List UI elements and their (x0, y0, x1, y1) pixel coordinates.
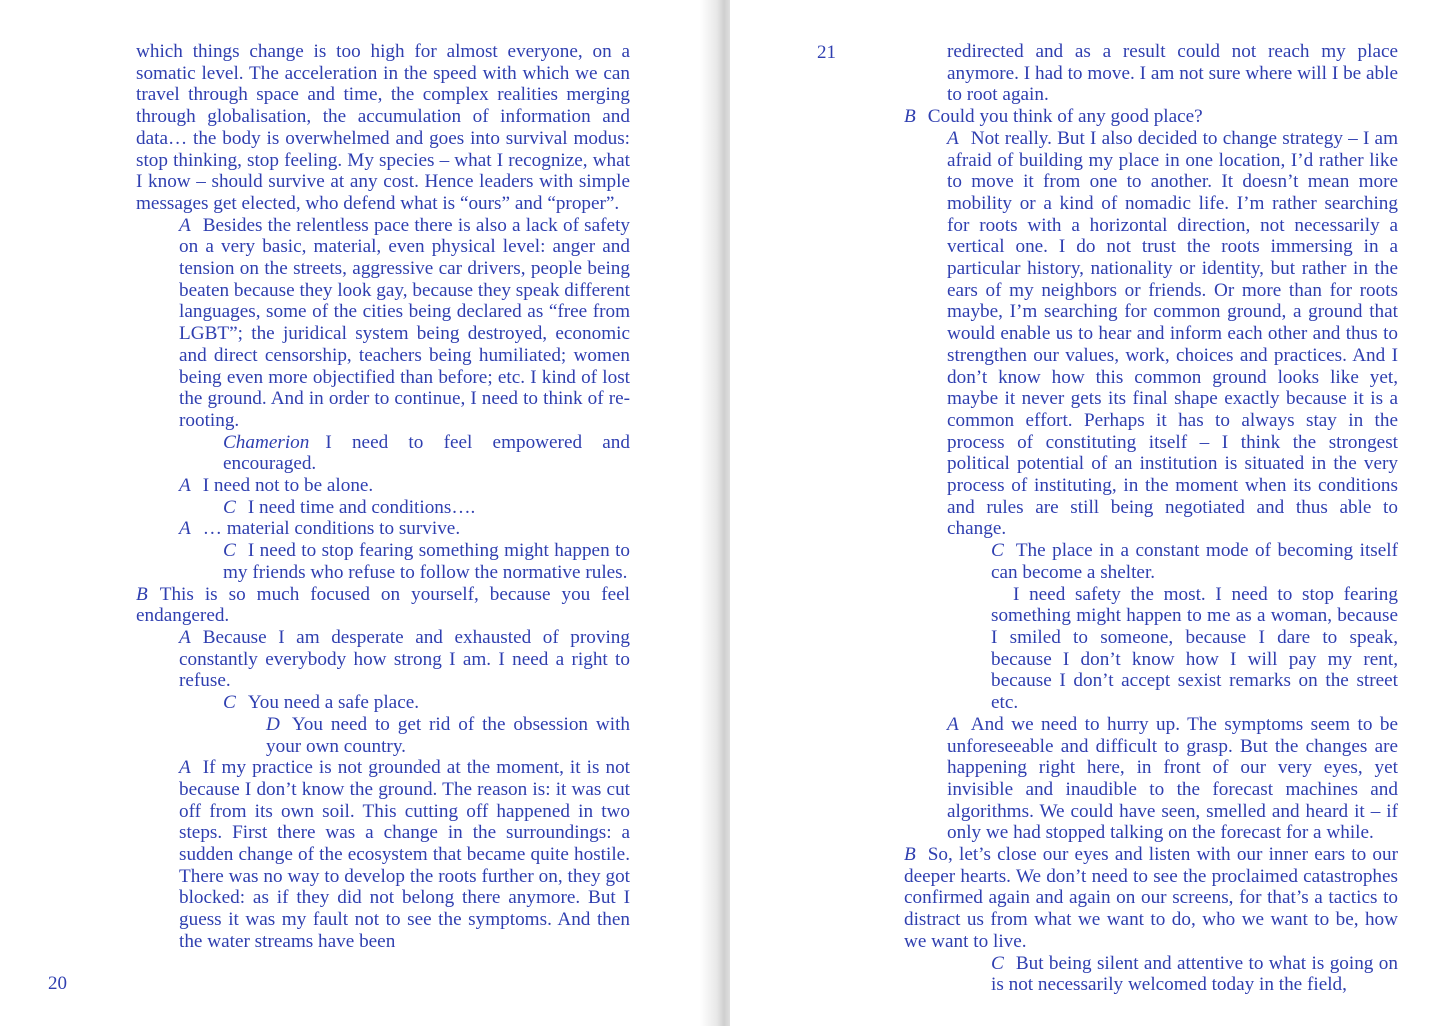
speaker-label: D (266, 713, 280, 735)
dialogue-line (179, 475, 630, 497)
dialogue-line (947, 128, 1398, 540)
speaker-label: Chamerion (223, 431, 310, 453)
speaker-label: A (179, 214, 191, 236)
left-page (0, 0, 715, 1026)
dialogue-line (223, 692, 630, 714)
right-page-text (904, 41, 1398, 996)
dialogue-text: I need to feel empowered and encouraged. (223, 431, 630, 475)
dialogue-line (223, 432, 630, 475)
speaker-label: C (991, 540, 1004, 562)
dialogue-line (179, 518, 630, 540)
speaker-label: A (179, 518, 191, 540)
dialogue-text: So, let’s close our eyes and listen with our inner ears to our deeper hearts. We don’t need to see the proclaimed catastrophes confirmed again and again on our screens, for that’s a tactics to distract us from what we want to do, who we want to be, how we want to live. (904, 844, 1398, 952)
dialogue-line (991, 953, 1398, 996)
dialogue-line (266, 714, 630, 757)
dialogue-line (223, 497, 630, 519)
paragraph (991, 584, 1398, 714)
dialogue-text: I need to stop fearing something might happen to my friends who refuse to follow the normative rules. (223, 540, 630, 583)
speaker-label: C (223, 540, 236, 562)
dialogue-text: You need to get rid of the obsession with your own country. (266, 713, 630, 757)
page-number: 20 (48, 973, 67, 994)
paragraph (947, 41, 1398, 106)
dialogue-line (904, 106, 1398, 128)
speaker-label: B (904, 844, 916, 866)
paragraph-text: I need safety the most. I need to stop fearing something might happen to me as a woman, because I smiled to someone, because I dare to speak, because I don’t know how I will pay my rent, because I don’t accept sexist remarks on the street etc. (991, 583, 1398, 714)
dialogue-text: I need not to be alone. (202, 475, 374, 497)
dialogue-line (223, 540, 630, 583)
dialogue-text: Besides the relentless pace there is also a lack of safety on a very basic, material, even physical level: anger and tension on the streets, aggressive car drivers, people being beaten because they look gay, because they speak different languages, some of the cities being declared as “free from LGBT”; the juridical system being destroyed, economic and direct censorship, teachers being humiliated; women being even more objectified than before; etc. I kind of lost the ground. And in order to continue, I need to think of re-rooting. (179, 214, 630, 431)
paragraph-text: which things change is too high for almost everyone, on a somatic level. The acceleration in the speed with which we can travel through space and time, the complex realities merging through globalisation, the accumulation of information and data… the body is overwhelmed and goes into survival modus: stop thinking, stop feeling. My species – what I recognize, what I know – should survive at any cost. Hence leaders with simple messages get elected, who defend what is “ours” and “proper”. (136, 41, 630, 214)
paragraph-text: redirected and as a result could not reach my place anymore. I had to move. I am not sure where will I be able to root again. (947, 41, 1398, 106)
speaker-label: A (947, 127, 959, 149)
dialogue-line (136, 584, 630, 627)
dialogue-text: The place in a constant mode of becoming itself can become a shelter. (991, 540, 1398, 583)
dialogue-line (179, 627, 630, 692)
speaker-label: A (179, 626, 191, 648)
dialogue-text: Because I am desperate and exhausted of proving constantly everybody how strong I am. I need a right to refuse. (179, 626, 630, 692)
dialogue-text: This is so much focused on yourself, because you feel endangered. (136, 583, 630, 627)
dialogue-line (179, 757, 630, 952)
dialogue-text: … material conditions to survive. (202, 518, 461, 540)
page-number: 21 (817, 42, 836, 63)
speaker-label: C (223, 692, 236, 714)
speaker-label: A (179, 757, 191, 779)
dialogue-text: I need time and conditions…. (247, 496, 476, 518)
speaker-label: A (179, 475, 191, 497)
speaker-label: A (947, 713, 959, 735)
dialogue-line (991, 540, 1398, 583)
dialogue-text: And we need to hurry up. The symptoms seem to be unforeseeable and difficult to grasp. But the changes are happening right here, in front of our very eyes, yet invisible and inaudible to the forecast machines and algorithms. We could have seen, smelled and heard it – if only we had stopped talking on the forecast for a while. (947, 713, 1398, 844)
speaker-label: B (904, 106, 916, 128)
dialogue-text: But being silent and attentive to what is going on is not necessarily welcomed today in the field, (991, 952, 1398, 996)
dialogue-line (947, 714, 1398, 844)
speaker-label: C (223, 496, 236, 518)
dialogue-line (179, 215, 630, 432)
dialogue-line (904, 844, 1398, 953)
left-page-text (136, 41, 630, 953)
paragraph (136, 41, 630, 215)
dialogue-text: You need a safe place. (247, 692, 420, 714)
speaker-label: C (991, 952, 1004, 974)
dialogue-text: Not really. But I also decided to change strategy – I am afraid of building my place in one location, I’d rather like to move it from one to another. It doesn’t mean more mobility or a kind of nomadic life. I’m rather searching for roots with a horizontal direction, not necessarily a vertical one. I do not trust the roots immersing in a particular history, nationality or identity, but rather in the ears of my neighbors or friends. Or more than for roots maybe, I’m searching for common ground, a ground that would enable us to hear and inform each other and thus to strengthen our values, work, choices and practices. And I don’t know how this common ground looks like yet, maybe it never gets its final shape exactly because it is a common effort. Perhaps it has to always stay in the process of constituting itself – I think the strongest political potential of an institution is situated in the very process of instituting, in the moment when its conditions and rules are still being negotiated and thus able to change. (947, 127, 1398, 540)
dialogue-text: If my practice is not grounded at the moment, it is not because I don’t know the ground. The reason is: it was cut off from its own soil. This cutting off happened in two steps. First there was a change in the surroundings: a sudden change of the ecosystem that became quite hostile. There was no way to develop the roots further on, they got blocked: as if they did not belong there anymore. But I guess it was my fault not to see the symptoms. And then the water streams have been (179, 757, 630, 952)
speaker-label: B (136, 583, 148, 605)
dialogue-text: Could you think of any good place? (927, 106, 1203, 128)
